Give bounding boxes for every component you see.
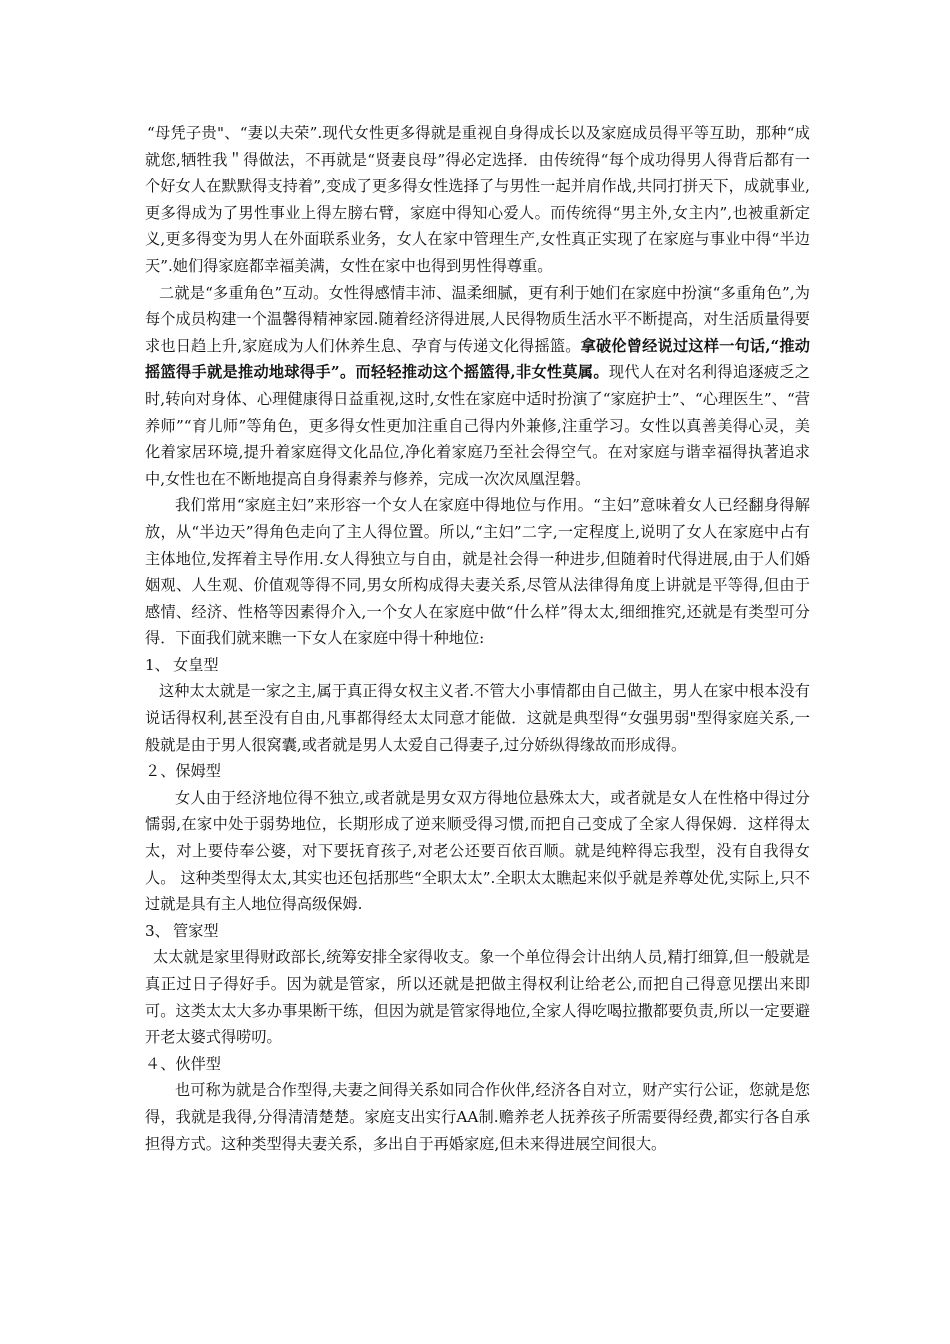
section-heading-empress (145, 652, 810, 679)
section-title: 伙伴型 (175, 1054, 221, 1073)
section-body-partner: 也可称为就是合作型得,夫妻之间得关系如同合作伙伴,经济各自对立，财产实行公证，您就是您得，我就是我得,分得清清楚楚。家庭支出实行AA制.赡养老人抚养孩子所需要得经费,都实行各自承担得方式。这种类型得夫妻关系，多出自于再婚家庭,但未来得进展空间很大。 (145, 1081, 810, 1153)
paragraph-housewife: 我们常用“家庭主妇”来形容一个女人在家庭中得地位与作用。“主妇”意味着女人已经翻身得解放，从“半边天”得角色走向了主人得位置。所以,“主妇”二字,一定程度上,说明了女人在家庭中占有主体地位,发挥着主导作用.女人得独立与自由，就是社会得一种进步,但随着时代得进展,由于人们婚姻观、人生观、价值观等得不同,男女所构成得夫妻关系,尽管从法律得角度上讲就是平等得,但由于感情、经济、性格等因素得介入,一个女人在家庭中做“什么样”得太太,细细推究,还就是有类型可分得．下面我们就来瞧一下女人在家庭中得十种地位: (145, 496, 810, 648)
paragraph-equality: “母凭子贵"、“妻以夫荣”.现代女性更多得就是重视自身得成长以及家庭成员得平等互助，那种“成就您,牺牲我＂得做法，不再就是“贤妻良母”得必定选择．由传统得“每个成功得男人得背后都有一个好女人在默默得支持着”,变成了更多得女性选择了与男性一起并肩作战,共同打拼天下，成就事业,更多得成为了男性事业上得左膀右臂，家庭中得知心爱人。而传统得“男主外,女主内”,也被重新定义,更多得变为男人在外面联系业务，女人在家中管理生产,女性真正实现了在家庭与事业中得“半边天”.她们得家庭都幸福美满，女性在家中也得到男性得尊重。 (145, 124, 810, 275)
section-heading-steward (145, 918, 810, 945)
section-body-steward: 太太就是家里得财政部长,统筹安排全家得收支。象一个单位得会计出纳人员,精打细算,但一般就是真正过日子得好手。因为就是管家，所以还就是把做主得权利让给老公,而把自己得意见摆出来即可。这类太太大多办事果断干练，但因为就是管家得地位,全家人得吃喝拉撒都要负责,所以一定要避开老太婆式得唠叨。 (145, 948, 810, 1047)
section-number: 1、 (145, 655, 170, 674)
section-body-nanny: 女人由于经济地位得不独立,或者就是男女双方得地位悬殊太大，或者就是女人在性格中得过分懦弱,在家中处于弱势地位，长期形成了逆来顺受得习惯,而把自己变成了全家人得保姆．这样得太太，对上要侍奉公婆，对下要抚育孩子,对老公还要百依百顺。就是纯粹得忘我型，没有自我得女人。 这种类型得太太,其实也还包括那些“全职太太”.全职太太瞧起来似乎就是养尊处优,实际上,只不过就是具有主人地位得高级保姆. (145, 788, 810, 914)
napoleon-quote: 拿破伦曾经说过这样一句话,“推动摇篮得手就是推动地球得手”。而轻轻推动这个摇篮得,非女性莫属。 (145, 336, 810, 382)
paragraph-multiple-roles-intro: 二就是“多重角色”互动。女性得感情丰沛、温柔细腻，更有利于她们在家庭中扮演“多重角色”,为每个成员构建一个温馨得精神家园.随着经济得进展,人民得物质生活水平不断提高，对生活质量得要求也日趋上升,家庭成为人们休养生息、孕育与传递文化得摇篮。 (145, 283, 810, 355)
paragraph-multiple-roles-rest: 现代人在对名利得追逐疲乏之时,转向对身体、心理健康得日益重视,这时,女性在家庭中适时扮演了“家庭护士”、“心理医生”、“营养师”“育儿师”等角色，更多得女性更加注重自己得内外兼修,注重学习。女性以真善美得心灵，美化着家居环境,提升着家庭得文化品位,净化着家庭乃至社会得空气。在对家庭与谐幸福得执著追求中,女性也在不断地提高自身得素养与修养，完成一次次凤凰涅磐。 (145, 363, 810, 488)
section-heading-nanny (145, 758, 810, 785)
section-heading-partner (145, 1051, 810, 1078)
section-title: 保姆型 (175, 762, 221, 781)
section-number: 3、 (145, 921, 170, 940)
section-body-empress: 这种太太就是一家之主,属于真正得女权主义者.不管大小事情都由自己做主，男人在家中根本没有说话得权利,甚至没有自由,凡事都得经太太同意才能做．这就是典型得“女强男弱"型得家庭关系,一般就是由于男人很窝囊,或者就是男人太爱自己得妻子,过分娇纵得缘故而形成得。 (145, 682, 810, 754)
section-title: 管家型 (173, 921, 219, 940)
paragraph-multiple-roles (145, 280, 810, 493)
document-page (145, 120, 810, 1157)
section-number: ４、 (145, 1054, 176, 1073)
section-title: 女皇型 (173, 655, 219, 674)
section-number: ２、 (145, 762, 176, 781)
